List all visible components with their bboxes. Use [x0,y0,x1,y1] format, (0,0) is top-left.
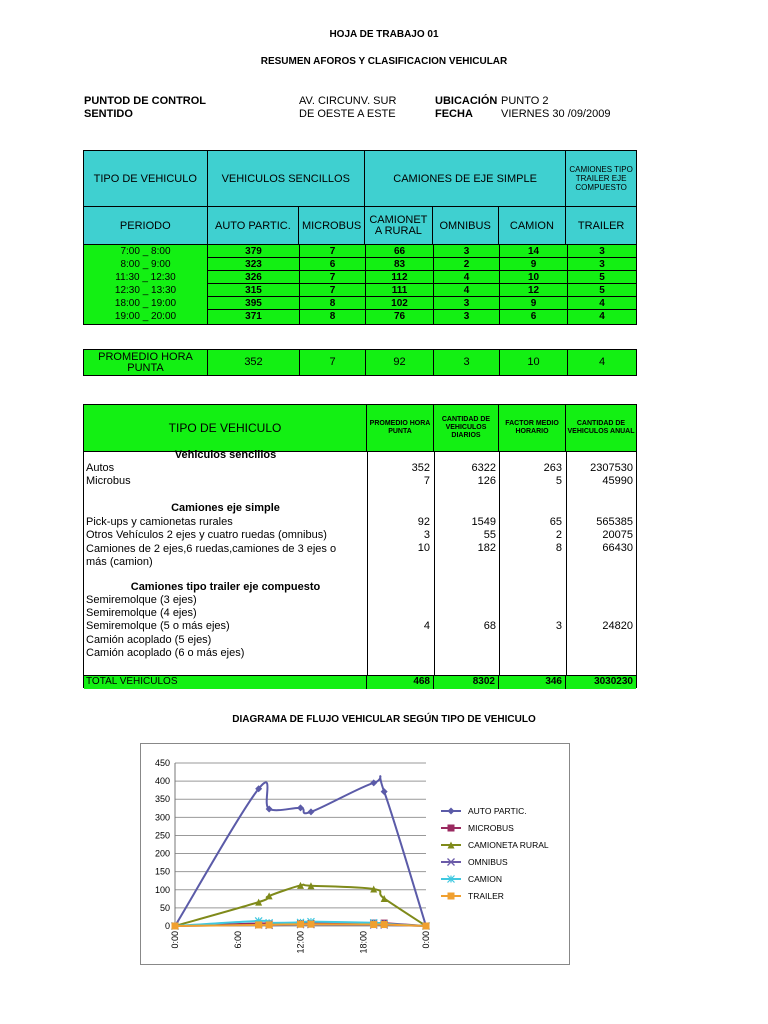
factor-cell: 3 [555,620,562,632]
row-label: Microbus [86,475,131,487]
count-cell: 379 [208,245,299,258]
count-cell: 4 [434,284,499,297]
count-cell: 315 [208,284,299,297]
data-point [297,921,304,928]
count-cell: 3 [434,297,499,310]
count-cell: 5 [568,284,636,297]
count-cell: 10 [500,271,567,284]
promedio-label: PROMEDIO HORA PUNTA [84,350,208,375]
col-auto: AUTO PARTIC. [208,207,300,244]
col-rural: CAMIONET A RURAL [365,207,433,244]
row-label: Camión acoplado (6 o más ejes) [86,647,245,659]
prom-cell: 352 [411,462,430,474]
annual-header-tipo: TIPO DE VEHICULO [84,405,367,451]
cant-cell: 68 [483,620,496,632]
ubicacion-label: UBICACIÓN [435,95,498,107]
row-label: Semiremolque (4 ejes) [86,607,197,619]
count-cell: 5 [568,271,636,284]
count-cell: 6 [300,258,365,271]
total-cant: 8302 [434,676,499,689]
cant-cell: 6322 [471,462,496,474]
data-point [255,921,262,928]
cant-cell: 126 [477,475,496,487]
count-cell: 102 [366,297,433,310]
count-cell: 3 [568,245,636,258]
count-cell: 8 [300,297,365,310]
header-sencillos: VEHICULOS SENCILLOS [208,151,365,206]
data-point [448,893,455,900]
count-cell: 7 [300,271,365,284]
y-tick-label: 250 [154,830,170,841]
period-cell: 12:30 _ 13:30 [114,285,177,296]
factor-cell: 5 [555,475,562,487]
col-microbus: MICROBUS [299,207,365,244]
header-periodo: PERIODO [84,207,208,244]
data-point [307,921,314,928]
fecha-value: VIERNES 30 /09/2009 [501,108,611,120]
x-tick-label: 0:00 [170,931,180,949]
annual-header-prom: PROMEDIO HORA PUNTA [367,405,434,451]
count-cell: 3 [463,311,470,322]
promedio-value: 7 [300,350,366,375]
total-factor: 346 [499,676,566,689]
promedio-value: 10 [500,350,568,375]
y-tick-label: 150 [154,866,170,877]
promedio-value: 4 [598,356,606,368]
count-cell: 323 [208,258,299,271]
y-tick-label: 50 [159,902,170,913]
row-label: Autos [86,462,115,474]
col-trailer: TRAILER [577,219,625,232]
count-cell: 371 [245,311,262,322]
sentido-value: DE OESTE A ESTE [299,108,396,120]
count-cell: 76 [393,311,406,322]
ubicacion-value: PUNTO 2 [501,95,549,107]
header-tipo: TIPO DE VEHICULO [84,151,208,206]
x-tick-label: 18:00 [358,931,369,954]
col-camion: CAMION [499,207,567,244]
data-point [423,923,430,930]
prom-cell: 92 [417,516,430,528]
data-point [307,808,314,815]
count-cell: 7 [300,245,365,258]
count-cell: 3 [434,245,499,258]
data-point [448,808,455,815]
data-point [266,921,273,928]
period-cell: 8:00 _ 9:00 [120,259,171,270]
count-cell: 4 [599,311,605,322]
count-cell: 9 [500,258,567,271]
count-cell: 14 [500,245,567,258]
sheet-title: HOJA DE TRABAJO 01 [329,29,439,40]
promedio-value: 3 [434,350,500,375]
x-tick-label: 12:00 [295,931,306,954]
data-point [381,921,388,928]
y-tick-label: 100 [154,884,170,895]
factor-cell: 8 [555,542,562,554]
col-omnibus: OMNIBUS [433,207,499,244]
y-tick-label: 450 [154,758,170,768]
legend-label: TRAILER [468,891,504,901]
prom-cell: 3 [423,529,430,541]
control-label: PUNTOD DE CONTROL [84,95,207,107]
prom-cell: 10 [417,542,430,554]
anual-cell: 24820 [602,620,633,632]
count-cell: 4 [568,297,636,310]
x-tick-label: 0:00 [421,931,431,949]
count-cell: 83 [366,258,433,271]
count-cell: 395 [208,297,299,310]
factor-cell: 65 [549,516,562,528]
total-label: TOTAL VEHICULOS [84,676,367,689]
fecha-label: FECHA [435,108,473,120]
y-tick-label: 350 [154,794,170,805]
header-eje-simple: CAMIONES DE EJE SIMPLE [365,151,566,206]
count-cell: 7 [300,284,365,297]
promedio-value: 92 [366,350,434,375]
factor-cell: 263 [543,462,562,474]
count-cell: 9 [500,297,567,310]
control-value: AV. CIRCUNV. SUR [299,95,397,107]
row-label: Semiremolque (3 ejes) [86,594,197,606]
anual-cell: 66430 [602,542,633,554]
section-trailer: Camiones tipo trailer eje compuesto [130,581,321,593]
count-cell: 12 [500,284,567,297]
summary-title: RESUMEN AFOROS Y CLASIFICACION VEHICULAR [260,56,508,67]
section-sencillos: Vehiculos sencillos [174,449,277,461]
row-label: Camiones de 2 ejes,6 ruedas,camiones de 3 ejes o [86,543,337,555]
row-label: Pick-ups y camionetas rurales [86,516,233,528]
y-tick-label: 400 [154,776,170,787]
anual-cell: 45990 [602,475,633,487]
sentido-label: SENTIDO [84,108,133,120]
data-point [381,788,388,795]
legend-label: AUTO PARTIC. [468,806,527,816]
legend-label: OMNIBUS [468,857,508,867]
factor-cell: 2 [555,529,562,541]
legend-label: MICROBUS [468,823,514,833]
prom-cell: 7 [423,475,430,487]
diagram-title: DIAGRAMA DE FLUJO VEHICULAR SEGÚN TIPO DE VEHICULO [232,714,536,725]
period-cell: 18:00 _ 19:00 [114,298,177,309]
count-cell: 111 [366,284,433,297]
count-cell: 66 [366,245,433,258]
row-label: Camión acoplado (5 ejes) [86,634,212,646]
total-prom: 468 [367,676,434,689]
y-tick-label: 200 [154,848,170,859]
count-cell: 8 [329,311,336,322]
count-cell: 112 [366,271,433,284]
anual-cell: 565385 [596,516,633,528]
x-tick-label: 6:00 [232,931,243,949]
anual-cell: 20075 [602,529,633,541]
count-cell: 3 [568,258,636,271]
annual-header-cant: CANTIDAD DE VEHICULOS DIARIOS [434,405,499,451]
data-point [172,923,179,930]
series-line [175,776,426,926]
period-cell: 7:00 _ 8:00 [120,246,171,257]
cant-cell: 55 [483,529,496,541]
promedio-value: 352 [208,350,300,375]
y-tick-label: 300 [154,812,170,823]
count-cell: 4 [434,271,499,284]
count-cell: 6 [530,311,537,322]
annual-header-anual: CANTIDAD DE VEHICULOS ANUAL [567,420,635,435]
data-point [448,825,455,832]
count-cell: 326 [208,271,299,284]
legend-label: CAMIONETA RURAL [468,840,549,850]
prom-cell: 4 [423,620,430,632]
period-cell: 19:00 _ 20:00 [114,311,177,322]
cant-cell: 1549 [471,516,496,528]
period-cell: 11:30 _ 12:30 [115,272,176,283]
section-eje-simple: Camiones eje simple [171,502,280,514]
data-point [370,779,377,786]
total-anual: 3030230 [594,676,633,687]
y-tick-label: 0 [164,921,170,931]
count-cell: 2 [434,258,499,271]
row-label-continued: más (camion) [86,556,153,568]
row-label: Otros Vehículos 2 ejes y cuatro ruedas (omnibus) [86,529,327,541]
annual-header-factor: FACTOR MEDIO HORARIO [499,405,566,451]
legend-label: CAMION [468,874,502,884]
data-point [370,921,377,928]
header-trailer: CAMIONES TIPO TRAILER EJE COMPUESTO [569,165,633,192]
cant-cell: 182 [477,542,496,554]
anual-cell: 2307530 [590,462,633,474]
row-label: Semiremolque (5 o más ejes) [86,620,230,632]
